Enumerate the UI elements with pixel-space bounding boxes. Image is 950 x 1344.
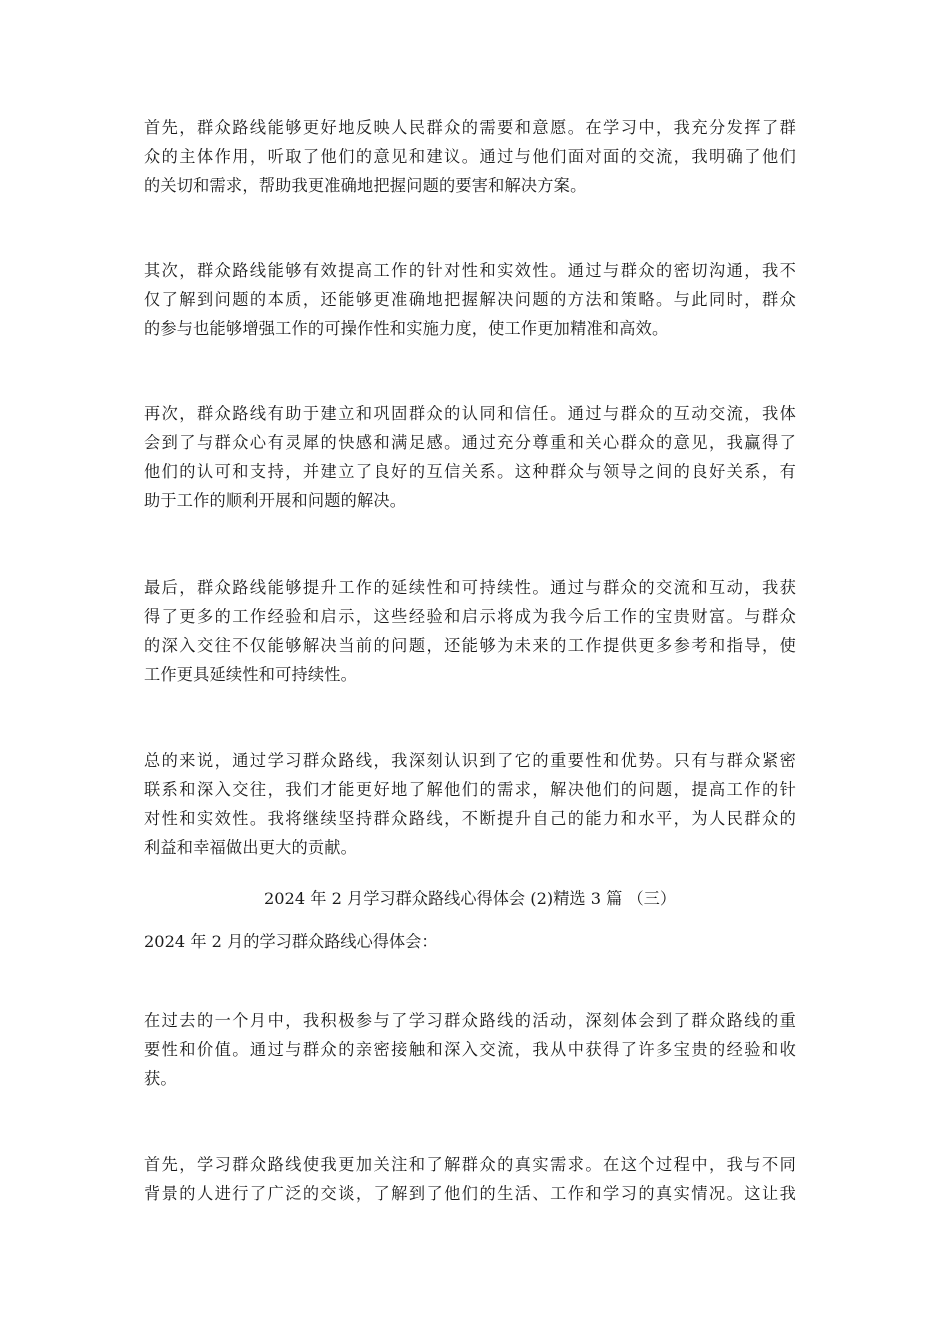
text-line: 对性和实效性。我将继续坚持群众路线，不断提升自己的能力和水平，为人民群众的: [144, 809, 796, 828]
text-line: 再次，群众路线有助于建立和巩固群众的认同和信任。通过与群众的互动交流，我体: [144, 404, 796, 423]
text-line: 众的主体作用，听取了他们的意见和建议。通过与他们面对面的交流，我明确了他们: [144, 147, 796, 166]
text-line: 最后，群众路线能够提升工作的延续性和可持续性。通过与群众的交流和互动，我获: [144, 578, 796, 597]
text-line: 总的来说，通过学习群众路线，我深刻认识到了它的重要性和优势。只有与群众紧密: [144, 751, 796, 770]
text-line: 首先，学习群众路线使我更加关注和了解群众的真实需求。在这个过程中，我与不同: [144, 1155, 796, 1174]
text-line: 其次，群众路线能够有效提高工作的针对性和实效性。通过与群众的密切沟通，我不: [144, 261, 796, 280]
section-title: 2024 年 2 月学习群众路线心得体会 (2)精选 3 篇 （三）: [263, 889, 677, 908]
text-line: 工作更具延续性和可持续性。: [144, 665, 358, 684]
text-line: 首先，群众路线能够更好地反映人民群众的需要和意愿。在学习中，我充分发挥了群: [144, 118, 796, 137]
text-line: 他们的认可和支持，并建立了良好的互信关系。这种群众与领导之间的良好关系，有: [144, 462, 796, 481]
text-line: 的参与也能够增强工作的可操作性和实施力度，使工作更加精准和高效。: [144, 319, 669, 338]
text-line: 助于工作的顺利开展和问题的解决。: [144, 491, 407, 510]
paragraph-5: [144, 746, 796, 862]
paragraph-7: [144, 1150, 796, 1208]
paragraph-3: [144, 399, 796, 515]
text-line: 要性和价值。通过与群众的亲密接触和深入交流，我从中获得了许多宝贵的经验和收: [144, 1040, 796, 1059]
paragraph-1: [144, 113, 796, 200]
paragraph-2: [144, 256, 796, 343]
text-line: 仅了解到问题的本质，还能够更准确地把握解决问题的方法和策略。与此同时，群众: [144, 290, 796, 309]
text-line: 联系和深入交往，我们才能更好地了解他们的需求，解决他们的问题，提高工作的针: [144, 780, 796, 799]
text-line: 得了更多的工作经验和启示，这些经验和启示将成为我今后工作的宝贵财富。与群众: [144, 607, 796, 626]
text-line: 背景的人进行了广泛的交谈，了解到了他们的生活、工作和学习的真实情况。这让我: [144, 1184, 796, 1203]
text-line: 的深入交往不仅能够解决当前的问题，还能够为未来的工作提供更多参考和指导，使: [144, 636, 796, 655]
paragraph-6: [144, 1006, 796, 1093]
text-line: 利益和幸福做出更大的贡献。: [144, 838, 358, 857]
section-subtitle: 2024 年 2 月的学习群众路线心得体会：: [144, 932, 438, 951]
text-line: 获。: [144, 1069, 177, 1088]
text-line: 在过去的一个月中，我积极参与了学习群众路线的活动，深刻体会到了群众路线的重: [144, 1011, 796, 1030]
paragraph-4: [144, 573, 796, 689]
text-line: 的关切和需求，帮助我更准确地把握问题的要害和解决方案。: [144, 176, 587, 195]
text-line: 会到了与群众心有灵犀的快感和满足感。通过充分尊重和关心群众的意见，我赢得了: [144, 433, 796, 452]
